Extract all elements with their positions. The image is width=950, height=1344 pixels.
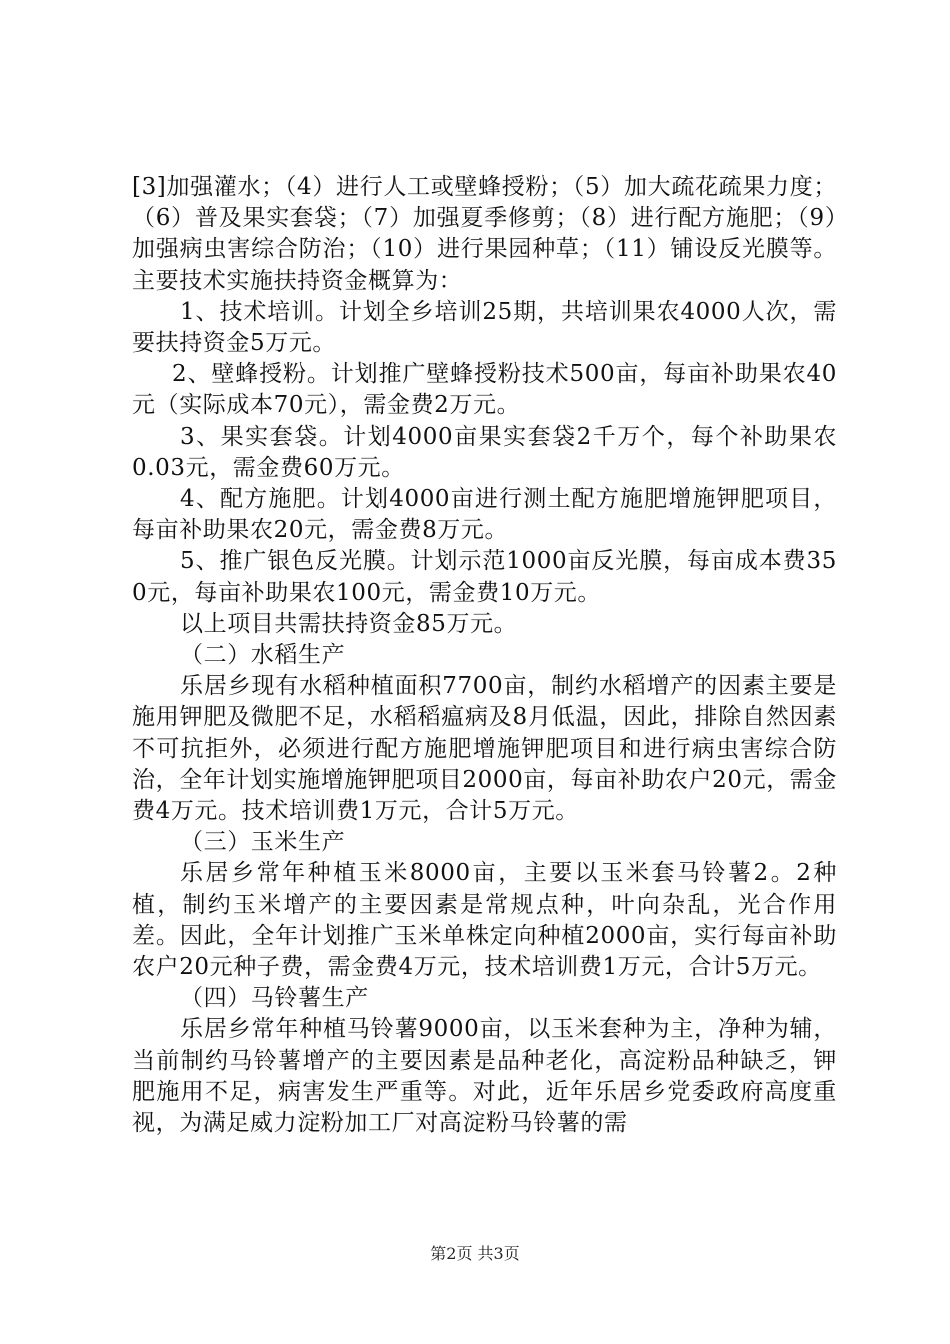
paragraph-bee-pollination: 2、壁蜂授粉。计划推广壁蜂授粉技术500亩，每亩补助果农40元（实际成本70元），需金费2万元。 [132, 361, 837, 419]
heading-rice-production: （二）水稻生产 [180, 642, 346, 669]
heading-potato-production: （四）马铃薯生产 [180, 985, 369, 1012]
page-number-footer: 第2页 共3页 [430, 1244, 520, 1263]
paragraph-rice-production: 乐居乡现有水稻种植面积7700亩，制约水稻增产的因素主要是施用钾肥及微肥不足，水稻稻瘟病及8月低温，因此，排除自然因素不可抗拒外，必须进行配方施肥增施钾肥项目和进行病虫害综合防治，全年计划实施增施钾肥项目2000亩，每亩补助农户20元，需金费4万元。技术培训费1万元，合计5万元。 [132, 673, 837, 825]
paragraph-technical-training: 1、技术培训。计划全乡培训25期，共培训果农4000人次，需要扶持资金5万元。 [132, 298, 837, 357]
document-body [132, 172, 837, 1139]
paragraph-reflective-film: 5、推广银色反光膜。计划示范1000亩反光膜，每亩成本费350元，每亩补助果农100元，需金费10万元。 [132, 548, 837, 606]
paragraph-total-funding: 以上项目共需扶持资金85万元。 [180, 610, 518, 637]
paragraph-measures-list: [3]加强灌水；（4）进行人工或壁蜂授粉；（5）加大疏花疏果力度；（6）普及果实套袋；（7）加强夏季修剪；（8）进行配方施肥；（9）加强病虫害综合防治；（10）进行果园种草；（11）铺设反光膜等。主要技术实施扶持资金概算为： [132, 174, 837, 294]
paragraph-formula-fertilization: 4、配方施肥。计划4000亩进行测土配方施肥增施钾肥项目，每亩补助果农20元，需金费8万元。 [132, 486, 837, 544]
paragraph-fruit-bagging: 3、果实套袋。计划4000亩果实套袋2千万个，每个补助果农0.03元，需金费60万元。 [132, 423, 837, 481]
paragraph-corn-production: 乐居乡常年种植玉米8000亩，主要以玉米套马铃薯2。2种植，制约玉米增产的主要因素是常规点种，叶向杂乱，光合作用差。因此，全年计划推广玉米单株定向种植2000亩，实行每亩补助农户20元种子费，需金费4万元，技术培训费1万元，合计5万元。 [132, 860, 837, 981]
heading-corn-production: （三）玉米生产 [180, 829, 346, 856]
paragraph-potato-production: 乐居乡常年种植马铃薯9000亩，以玉米套种为主，净种为辅，当前制约马铃薯增产的主要因素是品种老化，高淀粉品种缺乏，钾肥施用不足，病害发生严重等。对此，近年乐居乡党委政府高度重视，为满足威力淀粉加工厂对高淀粉马铃薯的需 [132, 1016, 837, 1137]
